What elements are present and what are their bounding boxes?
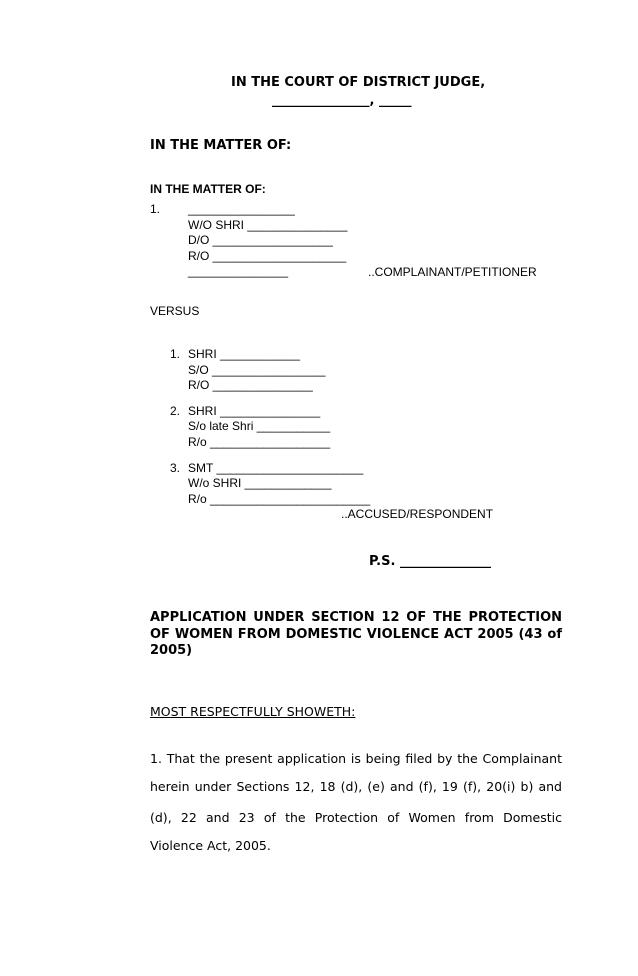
complainant-address-blank: _______________ — [188, 264, 289, 278]
respondent-2-name: SHRI _______________ — [188, 404, 321, 418]
matter-subheading: IN THE MATTER OF: — [150, 182, 266, 196]
police-station-blank: ______________ — [400, 554, 491, 569]
paragraph-1-line-2: herein under Sections 12, 18 (d), (e) and (f), 19 (f), 20(i) b) and — [150, 779, 562, 794]
complainant-resident-of: R/O ____________________ — [188, 249, 347, 263]
showeth-heading: MOST RESPECTFULLY SHOWETH: — [150, 704, 356, 719]
paragraph-1-line-3: (d), 22 and 23 of the Protection of Women from Domestic — [150, 810, 562, 825]
respondent-2-number: 2. — [170, 404, 181, 418]
application-title-line-2: OF WOMEN FROM DOMESTIC VIOLENCE ACT 2005 (43 of — [150, 627, 562, 642]
respondent-3-wife-of: W/o SHRI _____________ — [188, 476, 332, 490]
respondent-1-number: 1. — [170, 347, 181, 361]
respondent-1-son-of: S/O _________________ — [188, 363, 326, 377]
respondent-2-son-of: S/o late Shri ___________ — [188, 419, 331, 433]
versus-label: VERSUS — [150, 304, 200, 318]
complainant-name-blank: ________________ — [188, 202, 295, 216]
respondent-1-name: SHRI ____________ — [188, 347, 301, 361]
complainant-wife-of: W/O SHRI _______________ — [188, 218, 348, 232]
application-title-line-3: 2005) — [150, 643, 193, 658]
respondent-3-number: 3. — [170, 461, 181, 475]
court-heading: IN THE COURT OF DISTRICT JUDGE, — [231, 75, 486, 90]
application-title-line-1: APPLICATION UNDER SECTION 12 OF THE PROTECTION — [150, 610, 562, 625]
police-station-label: P.S. — [369, 554, 396, 569]
respondent-3-name: SMT ______________________ — [188, 461, 364, 475]
complainant-daughter-of: D/O __________________ — [188, 233, 333, 247]
matter-heading: IN THE MATTER OF: — [150, 138, 292, 153]
complainant-role: ..COMPLAINANT/PETITIONER — [368, 265, 537, 279]
complainant-number: 1. — [150, 202, 161, 216]
respondent-3-resident-of: R/o ________________________ — [188, 492, 371, 506]
respondent-2-resident-of: R/o __________________ — [188, 435, 331, 449]
paragraph-1-line-1: 1. That the present application is being filed by the Complainant — [150, 751, 562, 766]
paragraph-1-line-4: Violence Act, 2005. — [150, 838, 271, 853]
respondent-1-resident-of: R/O _______________ — [188, 378, 313, 392]
court-location-blank: _______________, _____ — [272, 93, 412, 108]
respondent-role: ..ACCUSED/RESPONDENT — [341, 507, 494, 521]
